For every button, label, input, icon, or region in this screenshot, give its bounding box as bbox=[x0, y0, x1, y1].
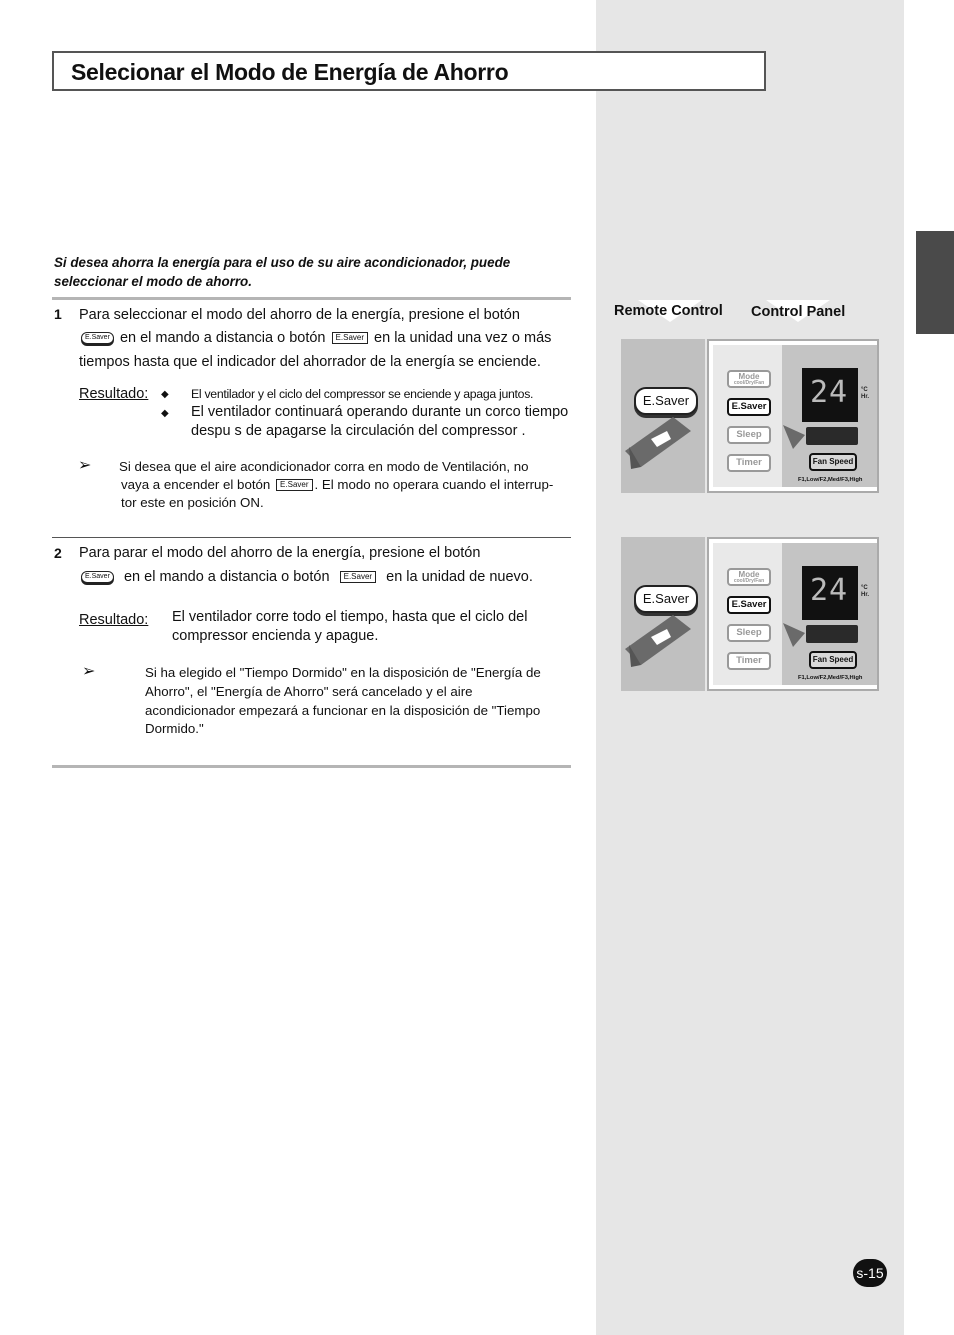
step1-note-line2 bbox=[121, 476, 553, 495]
fan-speed-button: Fan Speed bbox=[809, 453, 857, 471]
step2-line2b: en la unidad de nuevo. bbox=[386, 569, 533, 585]
display-units bbox=[861, 387, 869, 401]
esaver-remote-chip: E.Saver bbox=[81, 332, 114, 344]
display-area bbox=[782, 345, 877, 487]
step1-line2 bbox=[79, 326, 551, 350]
display-digits: 24 bbox=[810, 375, 849, 410]
esaver-panel-chip: E.Saver bbox=[340, 571, 376, 583]
control-panel-face bbox=[713, 543, 873, 685]
pointing-hand-icon bbox=[621, 537, 705, 691]
mode-button bbox=[727, 568, 771, 586]
chapter-tab bbox=[916, 231, 954, 334]
step2-result-line2: compressor encienda y apague. bbox=[172, 628, 379, 644]
step-number: 1 bbox=[54, 306, 62, 322]
sleep-button: Sleep bbox=[727, 426, 771, 444]
remote-esaver-button: E.Saver bbox=[634, 387, 698, 415]
page-title: Selecionar el Modo de Energía de Ahorro bbox=[71, 59, 509, 85]
result-label: Resultado: bbox=[79, 386, 149, 402]
remote-esaver-button: E.Saver bbox=[634, 585, 698, 613]
step1-bullet1: El ventilador y el ciclo del compressor se enciende y apaga juntos. bbox=[191, 387, 534, 401]
pointing-hand-icon bbox=[775, 619, 815, 659]
step2-note-line2: Ahorro", el "Energía de Ahorro" será cancelado y el aire bbox=[145, 684, 473, 699]
step2-note-line4: Dormido." bbox=[145, 721, 204, 736]
mode-sub-label: cool/Dry/Fan bbox=[733, 380, 765, 386]
step1-line2a: en el mando a distancia o botón bbox=[119, 330, 326, 346]
section-divider bbox=[52, 537, 571, 538]
temperature-display bbox=[802, 566, 858, 620]
control-panel-illustration bbox=[707, 339, 879, 493]
mode-label: Mode bbox=[738, 372, 760, 381]
mode-sub-label: cool/Dry/Fan bbox=[733, 578, 765, 584]
pointing-hand-icon bbox=[621, 339, 705, 493]
remote-control-label: Remote Control bbox=[614, 303, 723, 319]
esaver-panel-chip: E.Saver bbox=[332, 332, 368, 344]
step2-line1: Para parar el modo del ahorro de la energía, presione el botón bbox=[79, 545, 481, 561]
step2-result-line1: El ventilador corre todo el tiempo, hasta que el ciclo del bbox=[172, 609, 528, 625]
bullet-icon: ◆ bbox=[161, 408, 169, 419]
step2-note-line1: Si ha elegido el "Tiempo Dormido" en la disposición de "Energía de bbox=[145, 665, 541, 680]
esaver-panel-chip: E.Saver bbox=[276, 479, 312, 491]
step1-note-line2b: . El modo no operara cuando el interrup- bbox=[314, 477, 554, 492]
step2-note-line3: acondicionador empezará a funcionar en la disposición de "Tiempo bbox=[145, 703, 541, 718]
control-panel-label: Control Panel bbox=[751, 304, 846, 320]
control-panel-face bbox=[713, 345, 873, 487]
esaver-remote-chip: E.Saver bbox=[81, 571, 114, 583]
remote-illustration bbox=[621, 339, 705, 493]
step1-line2b: en la unidad una vez o más bbox=[374, 330, 552, 346]
unit-celsius: °C bbox=[861, 585, 868, 591]
unit-celsius: °C bbox=[861, 387, 868, 393]
step2-line2 bbox=[79, 565, 533, 589]
fan-speed-legend: F1,Low/F2,Med/F3,High bbox=[798, 675, 863, 681]
step1-line1: Para seleccionar el modo del ahorro de la energía, presione el botón bbox=[79, 307, 520, 323]
step1-note-line1: Si desea que el aire acondicionador corra en modo de Ventilación, no bbox=[119, 459, 529, 474]
page-number: s-15 bbox=[853, 1259, 887, 1287]
step1-line3: tiempos hasta que el indicador del ahorrador de la energía se enciende. bbox=[79, 354, 541, 370]
step1-bullet2a: El ventilador continuará operando durante un corco tiempo bbox=[191, 404, 569, 420]
timer-button: Timer bbox=[727, 652, 771, 670]
display-area bbox=[782, 543, 877, 685]
title-box bbox=[52, 51, 766, 91]
bullet-icon: ◆ bbox=[161, 389, 169, 400]
mode-button bbox=[727, 370, 771, 388]
fan-speed-button: Fan Speed bbox=[809, 651, 857, 669]
sleep-button: Sleep bbox=[727, 624, 771, 642]
display-digits: 24 bbox=[810, 573, 849, 608]
temperature-display bbox=[802, 368, 858, 422]
unit-hours: Hr. bbox=[861, 394, 870, 400]
section-divider bbox=[52, 765, 571, 768]
section-divider bbox=[52, 297, 571, 300]
unit-hours: Hr. bbox=[861, 592, 870, 598]
pointing-hand-icon bbox=[775, 421, 815, 461]
mode-label: Mode bbox=[738, 570, 760, 579]
display-units bbox=[861, 585, 869, 599]
step1-bullet2b: despu s de apagarse la circulación del compressor . bbox=[191, 423, 526, 439]
step1-note-line3: tor este en posición ON. bbox=[121, 495, 264, 510]
note-arrow-icon: ➢ bbox=[78, 457, 92, 474]
result-label: Resultado: bbox=[79, 612, 149, 628]
esaver-button: E.Saver bbox=[727, 398, 771, 416]
remote-illustration bbox=[621, 537, 705, 691]
timer-button: Timer bbox=[727, 454, 771, 472]
note-arrow-icon: ➢ bbox=[82, 663, 96, 680]
esaver-button: E.Saver bbox=[727, 596, 771, 614]
step1-note-line2a: vaya a encender el botón bbox=[121, 477, 271, 492]
step-number: 2 bbox=[54, 545, 62, 561]
control-panel-illustration bbox=[707, 537, 879, 691]
step2-line2a: en el mando a distancia o botón bbox=[123, 569, 330, 585]
intro-text: Si desea ahorra la energía para el uso de su aire acondicionador, puede seleccionar el modo de ahorro. bbox=[54, 255, 511, 289]
fan-speed-legend: F1,Low/F2,Med/F3,High bbox=[798, 477, 863, 483]
